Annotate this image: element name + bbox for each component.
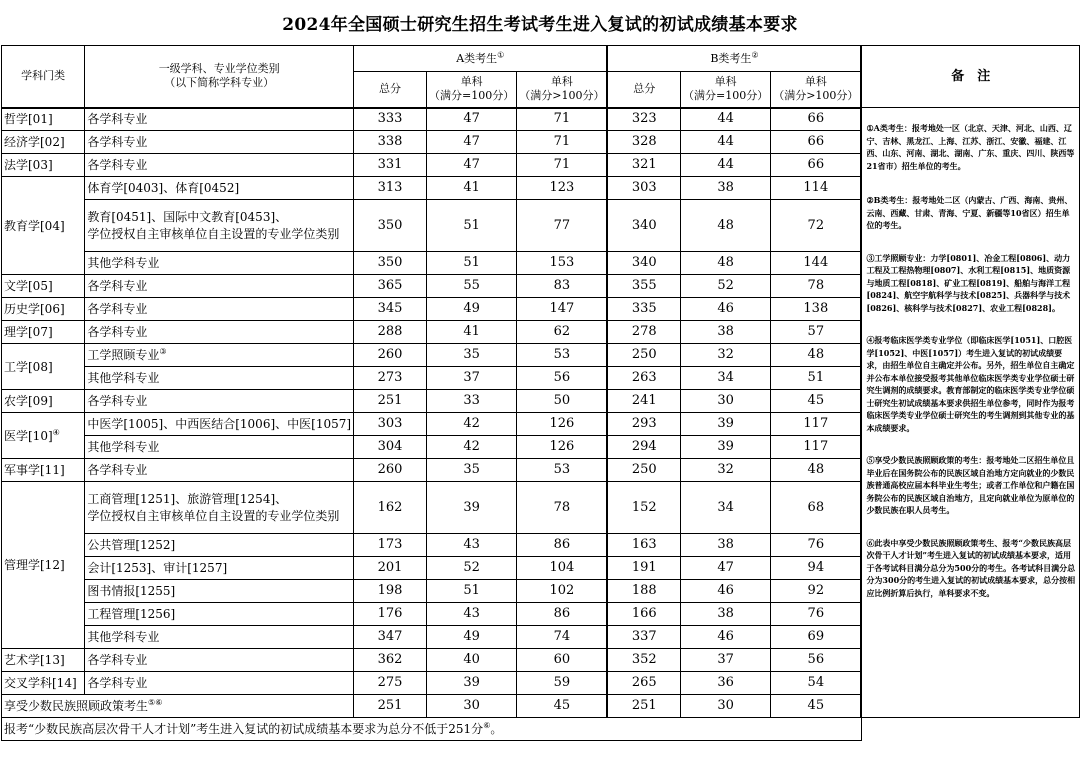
score-a-single-over100: 60 bbox=[517, 649, 608, 672]
minority-score-a: 45 bbox=[517, 695, 608, 718]
score-b-total: 241 bbox=[607, 390, 680, 413]
score-a-total: 273 bbox=[354, 367, 427, 390]
category-cell: 管理学[12] bbox=[2, 482, 85, 649]
score-a-single-100: 35 bbox=[427, 459, 517, 482]
score-a-single-over100: 126 bbox=[517, 436, 608, 459]
minority-score-b: 45 bbox=[771, 695, 862, 718]
score-a-single-100: 43 bbox=[427, 534, 517, 557]
header-a-total: 总分 bbox=[354, 72, 427, 108]
score-a-single-100: 33 bbox=[427, 390, 517, 413]
category-cell: 教育学[04] bbox=[2, 177, 85, 275]
category-cell: 法学[03] bbox=[2, 154, 85, 177]
score-a-total: 162 bbox=[354, 482, 427, 534]
score-table bbox=[1, 45, 1080, 741]
score-b-total: 303 bbox=[607, 177, 680, 200]
score-a-single-over100: 53 bbox=[517, 459, 608, 482]
score-b-single-100: 48 bbox=[681, 252, 771, 275]
header-group-b: B类考生② bbox=[607, 46, 861, 72]
note-2: ②B类考生：报考地处二区（内蒙古、广西、海南、贵州、云南、西藏、甘肃、青海、宁夏、新疆等10省区）招生单位的考生。 bbox=[866, 195, 1073, 230]
score-a-single-over100: 56 bbox=[517, 367, 608, 390]
score-b-single-100: 36 bbox=[681, 672, 771, 695]
note-3: ③工学照顾专业：力学[0801]、冶金工程[0806]、动力工程及工程热物理[0807]、水利工程[0815]、地质资源与地质工程[0818]、矿业工程[0819]、船舶与海洋工程[0824]、航空宇航科学与技术[0825]、兵器科学与技术[0826]、核科学与技术[0827]、农业工程[0828]。 bbox=[866, 252, 1071, 313]
score-a-total: 365 bbox=[354, 275, 427, 298]
score-b-single-100: 32 bbox=[681, 344, 771, 367]
score-a-single-over100: 71 bbox=[517, 108, 608, 131]
score-a-single-100: 55 bbox=[427, 275, 517, 298]
subject-cell: 工学照顾专业③ bbox=[85, 344, 354, 367]
subject-cell: 其他学科专业 bbox=[85, 367, 354, 390]
score-b-single-100: 38 bbox=[681, 534, 771, 557]
score-a-total: 173 bbox=[354, 534, 427, 557]
category-cell: 历史学[06] bbox=[2, 298, 85, 321]
score-b-single-over100: 68 bbox=[771, 482, 862, 534]
score-a-single-100: 51 bbox=[427, 252, 517, 275]
score-b-single-over100: 54 bbox=[771, 672, 862, 695]
score-a-single-100: 47 bbox=[427, 108, 517, 131]
score-b-single-100: 44 bbox=[681, 154, 771, 177]
score-a-total: 338 bbox=[354, 131, 427, 154]
score-b-total: 188 bbox=[607, 580, 680, 603]
subject-cell: 会计[1253]、审计[1257] bbox=[85, 557, 354, 580]
score-a-total: 347 bbox=[354, 626, 427, 649]
score-a-total: 313 bbox=[354, 177, 427, 200]
subject-cell: 各学科专业 bbox=[85, 275, 354, 298]
score-b-single-over100: 117 bbox=[771, 436, 862, 459]
score-b-single-over100: 94 bbox=[771, 557, 862, 580]
score-a-single-over100: 153 bbox=[517, 252, 608, 275]
score-b-single-100: 38 bbox=[681, 603, 771, 626]
header-b-single-over100: 单科 （满分>100分） bbox=[771, 72, 862, 108]
category-cell: 医学[10]④ bbox=[2, 413, 85, 459]
score-b-single-100: 44 bbox=[681, 131, 771, 154]
subject-cell: 公共管理[1252] bbox=[85, 534, 354, 557]
score-a-single-100: 35 bbox=[427, 344, 517, 367]
score-b-total: 265 bbox=[607, 672, 680, 695]
score-b-single-100: 46 bbox=[681, 580, 771, 603]
score-b-single-100: 38 bbox=[681, 321, 771, 344]
category-cell: 哲学[01] bbox=[2, 108, 85, 131]
score-b-single-over100: 48 bbox=[771, 459, 862, 482]
score-b-total: 152 bbox=[607, 482, 680, 534]
score-a-total: 260 bbox=[354, 459, 427, 482]
score-b-single-over100: 45 bbox=[771, 390, 862, 413]
score-a-single-over100: 71 bbox=[517, 131, 608, 154]
score-b-single-over100: 51 bbox=[771, 367, 862, 390]
score-b-single-100: 52 bbox=[681, 275, 771, 298]
score-a-single-100: 52 bbox=[427, 557, 517, 580]
subject-cell: 各学科专业 bbox=[85, 154, 354, 177]
score-a-total: 288 bbox=[354, 321, 427, 344]
subject-cell: 其他学科专业 bbox=[85, 626, 354, 649]
score-b-single-over100: 69 bbox=[771, 626, 862, 649]
score-b-total: 337 bbox=[607, 626, 680, 649]
subject-cell: 各学科专业 bbox=[85, 108, 354, 131]
score-b-single-over100: 66 bbox=[771, 131, 862, 154]
score-a-total: 176 bbox=[354, 603, 427, 626]
score-a-single-100: 49 bbox=[427, 626, 517, 649]
subject-cell: 体育学[0403]、体育[0452] bbox=[85, 177, 354, 200]
score-a-total: 201 bbox=[354, 557, 427, 580]
subject-cell: 中医学[1005]、中西医结合[1006]、中医[1057] bbox=[85, 413, 354, 436]
score-a-single-over100: 83 bbox=[517, 275, 608, 298]
score-b-total: 340 bbox=[607, 200, 680, 252]
score-a-single-over100: 123 bbox=[517, 177, 608, 200]
minority-score-b: 30 bbox=[681, 695, 771, 718]
minority-score-b: 251 bbox=[607, 695, 680, 718]
subject-cell: 教育[0451]、国际中文教育[0453]、 学位授权自主审核单位自主设置的专业学位类别 bbox=[85, 200, 354, 252]
score-b-total: 340 bbox=[607, 252, 680, 275]
category-cell: 经济学[02] bbox=[2, 131, 85, 154]
score-a-single-over100: 86 bbox=[517, 603, 608, 626]
score-b-single-over100: 76 bbox=[771, 603, 862, 626]
category-cell: 艺术学[13] bbox=[2, 649, 85, 672]
subject-cell: 各学科专业 bbox=[85, 131, 354, 154]
subject-cell: 工商管理[1251]、旅游管理[1254]、 学位授权自主审核单位自主设置的专业学位类别 bbox=[85, 482, 354, 534]
score-a-total: 350 bbox=[354, 252, 427, 275]
score-b-single-100: 37 bbox=[681, 649, 771, 672]
subject-cell: 各学科专业 bbox=[85, 459, 354, 482]
score-a-single-over100: 77 bbox=[517, 200, 608, 252]
subject-cell: 各学科专业 bbox=[85, 672, 354, 695]
score-b-single-over100: 76 bbox=[771, 534, 862, 557]
score-a-single-100: 51 bbox=[427, 580, 517, 603]
subject-cell: 各学科专业 bbox=[85, 390, 354, 413]
score-b-total: 163 bbox=[607, 534, 680, 557]
header-a-single-100: 单科 （满分=100分） bbox=[427, 72, 517, 108]
score-a-single-100: 42 bbox=[427, 413, 517, 436]
score-b-total: 294 bbox=[607, 436, 680, 459]
score-b-total: 321 bbox=[607, 154, 680, 177]
score-b-single-100: 48 bbox=[681, 200, 771, 252]
score-a-single-over100: 104 bbox=[517, 557, 608, 580]
subject-cell: 工程管理[1256] bbox=[85, 603, 354, 626]
score-b-total: 250 bbox=[607, 344, 680, 367]
score-b-total: 355 bbox=[607, 275, 680, 298]
subject-cell: 各学科专业 bbox=[85, 321, 354, 344]
note-1: ①A类考生：报考地处一区（北京、天津、河北、山西、辽宁、吉林、黑龙江、上海、江苏、浙江、安徽、福建、江西、山东、河南、湖北、湖南、广东、重庆、四川、陕西等21省市）招生单位的考生。 bbox=[866, 123, 1075, 171]
score-a-total: 345 bbox=[354, 298, 427, 321]
score-b-single-100: 46 bbox=[681, 626, 771, 649]
header-a-single-over100: 单科 （满分>100分） bbox=[517, 72, 608, 108]
score-a-single-over100: 62 bbox=[517, 321, 608, 344]
header-b-total: 总分 bbox=[607, 72, 680, 108]
score-b-single-over100: 72 bbox=[771, 200, 862, 252]
score-a-single-over100: 53 bbox=[517, 344, 608, 367]
note-6: ⑥此表中享受少数民族照顾政策考生、报考“少数民族高层次骨干人才计划”考生进入复试的初试成绩基本要求，适用于各考试科目满分总分为500分的考生。各考试科目满分总分为300分的考生进入复试的初试成绩基本要求，总分按相应比例折算后执行，单科要求不变。 bbox=[866, 537, 1076, 598]
category-cell: 文学[05] bbox=[2, 275, 85, 298]
score-b-total: 335 bbox=[607, 298, 680, 321]
score-a-single-100: 41 bbox=[427, 321, 517, 344]
category-cell: 工学[08] bbox=[2, 344, 85, 390]
minority-label: 享受少数民族照顾政策考生⑤⑥ bbox=[2, 695, 354, 718]
subject-cell: 其他学科专业 bbox=[85, 436, 354, 459]
category-cell: 交叉学科[14] bbox=[2, 672, 85, 695]
score-a-total: 362 bbox=[354, 649, 427, 672]
table-row bbox=[2, 108, 1080, 131]
score-b-single-100: 39 bbox=[681, 413, 771, 436]
score-b-single-over100: 48 bbox=[771, 344, 862, 367]
score-a-total: 260 bbox=[354, 344, 427, 367]
score-b-total: 263 bbox=[607, 367, 680, 390]
score-a-total: 333 bbox=[354, 108, 427, 131]
score-a-total: 275 bbox=[354, 672, 427, 695]
score-b-single-over100: 57 bbox=[771, 321, 862, 344]
score-b-single-over100: 138 bbox=[771, 298, 862, 321]
header-subject: 一级学科、专业学位类别 （以下简称学科专业） bbox=[85, 46, 354, 108]
score-a-single-100: 39 bbox=[427, 672, 517, 695]
score-b-total: 250 bbox=[607, 459, 680, 482]
header-b-single-100: 单科 （满分=100分） bbox=[681, 72, 771, 108]
subject-cell: 图书情报[1255] bbox=[85, 580, 354, 603]
header-notes: 备 注 bbox=[861, 46, 1079, 108]
score-b-single-over100: 66 bbox=[771, 154, 862, 177]
minority-score-a: 251 bbox=[354, 695, 427, 718]
score-a-single-over100: 147 bbox=[517, 298, 608, 321]
score-b-total: 166 bbox=[607, 603, 680, 626]
score-a-total: 304 bbox=[354, 436, 427, 459]
score-a-single-100: 47 bbox=[427, 131, 517, 154]
score-a-single-100: 37 bbox=[427, 367, 517, 390]
minority-score-a: 30 bbox=[427, 695, 517, 718]
score-b-single-100: 44 bbox=[681, 108, 771, 131]
score-b-single-100: 32 bbox=[681, 459, 771, 482]
header-group-a: A类考生① bbox=[354, 46, 608, 72]
score-b-single-over100: 56 bbox=[771, 649, 862, 672]
score-b-single-100: 30 bbox=[681, 390, 771, 413]
score-a-single-over100: 102 bbox=[517, 580, 608, 603]
score-a-single-over100: 126 bbox=[517, 413, 608, 436]
score-b-single-100: 34 bbox=[681, 482, 771, 534]
score-b-total: 323 bbox=[607, 108, 680, 131]
category-cell: 理学[07] bbox=[2, 321, 85, 344]
score-a-single-100: 40 bbox=[427, 649, 517, 672]
score-b-single-over100: 144 bbox=[771, 252, 862, 275]
score-b-total: 352 bbox=[607, 649, 680, 672]
score-b-single-over100: 117 bbox=[771, 413, 862, 436]
page-title: 2024年全国硕士研究生招生考试考生进入复试的初试成绩基本要求 bbox=[282, 15, 798, 35]
subject-cell: 其他学科专业 bbox=[85, 252, 354, 275]
score-a-single-over100: 50 bbox=[517, 390, 608, 413]
subject-cell: 各学科专业 bbox=[85, 649, 354, 672]
score-b-single-over100: 114 bbox=[771, 177, 862, 200]
score-a-total: 350 bbox=[354, 200, 427, 252]
score-b-single-100: 47 bbox=[681, 557, 771, 580]
score-a-single-over100: 74 bbox=[517, 626, 608, 649]
score-b-single-over100: 92 bbox=[771, 580, 862, 603]
score-b-single-100: 38 bbox=[681, 177, 771, 200]
note-5: ⑤享受少数民族照顾政策的考生：报考地处二区招生单位且毕业后在国务院公布的民族区域自治地方定向就业的少数民族普通高校应届本科毕业生考生；或者工作单位和户籍在国务院公布的民族区域自治地方，且定向就业单位为原单位的少数民族在职人员考生。 bbox=[866, 455, 1075, 515]
score-a-single-100: 39 bbox=[427, 482, 517, 534]
score-a-total: 303 bbox=[354, 413, 427, 436]
score-a-single-over100: 71 bbox=[517, 154, 608, 177]
score-b-single-100: 46 bbox=[681, 298, 771, 321]
score-b-single-100: 39 bbox=[681, 436, 771, 459]
score-b-single-over100: 66 bbox=[771, 108, 862, 131]
score-b-single-100: 34 bbox=[681, 367, 771, 390]
score-a-single-100: 47 bbox=[427, 154, 517, 177]
score-a-single-100: 51 bbox=[427, 200, 517, 252]
note-4: ④报考临床医学类专业学位（即临床医学[1051]、口腔医学[1052]、中医[1057]）考生进入复试的初试成绩要求，由招生单位自主确定并公布。另外，招生单位自主确定并公布本单位接受报考其他单位临床医学类专业学位硕士研究生调剂的成绩要求。教育部制定的临床医学类专业学位硕士研究生初试成绩基本要求供招生单位参考，同时作为报考临床医学类专业学位硕士研究生的考生调剂到其他专业的基本成绩要求。 bbox=[866, 335, 1075, 433]
score-b-total: 328 bbox=[607, 131, 680, 154]
score-a-total: 198 bbox=[354, 580, 427, 603]
score-a-total: 251 bbox=[354, 390, 427, 413]
score-a-single-over100: 86 bbox=[517, 534, 608, 557]
footer-note: 报考“少数民族高层次骨干人才计划”考生进入复试的初试成绩基本要求为总分不低于251分⑥。 bbox=[2, 718, 862, 741]
score-a-single-100: 49 bbox=[427, 298, 517, 321]
score-b-single-over100: 78 bbox=[771, 275, 862, 298]
notes-cell bbox=[861, 108, 1079, 718]
score-b-total: 278 bbox=[607, 321, 680, 344]
subject-cell: 各学科专业 bbox=[85, 298, 354, 321]
score-a-total: 331 bbox=[354, 154, 427, 177]
score-a-single-100: 43 bbox=[427, 603, 517, 626]
score-a-single-100: 41 bbox=[427, 177, 517, 200]
score-b-total: 293 bbox=[607, 413, 680, 436]
header-category: 学科门类 bbox=[2, 46, 85, 108]
score-a-single-over100: 59 bbox=[517, 672, 608, 695]
score-b-total: 191 bbox=[607, 557, 680, 580]
category-cell: 军事学[11] bbox=[2, 459, 85, 482]
category-cell: 农学[09] bbox=[2, 390, 85, 413]
score-a-single-100: 42 bbox=[427, 436, 517, 459]
score-a-single-over100: 78 bbox=[517, 482, 608, 534]
footer-row bbox=[2, 718, 1080, 741]
